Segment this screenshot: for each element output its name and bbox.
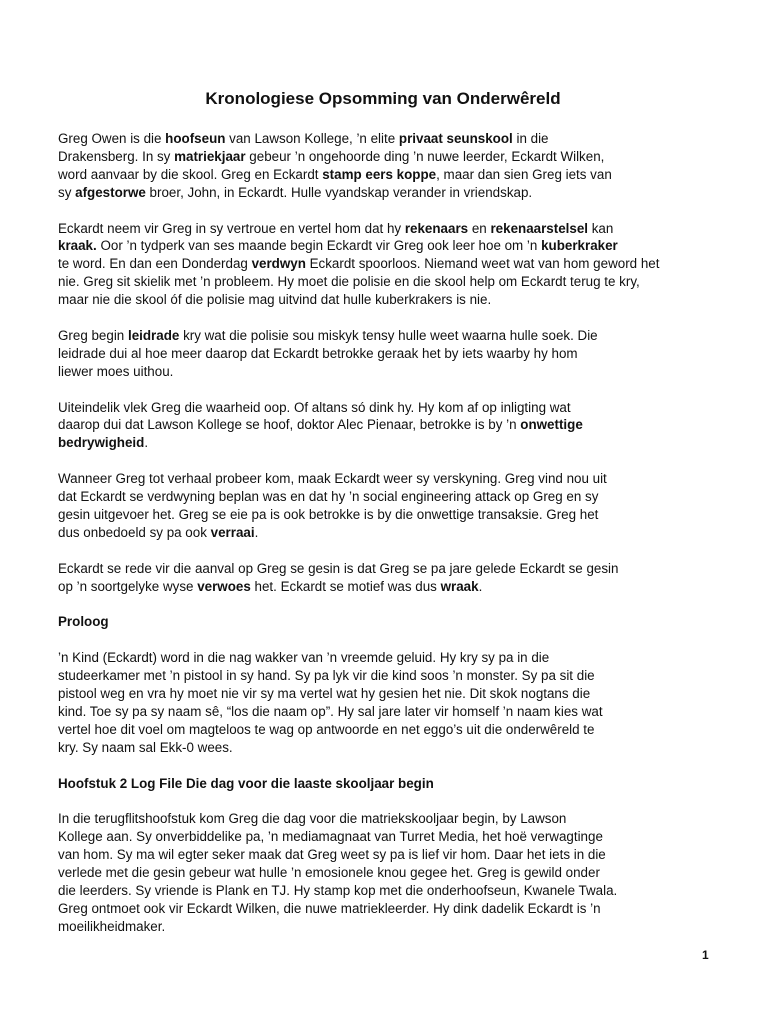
text-run: ’n Kind (Eckardt) word in die nag wakker van ’n vreemde geluid. Hy kry sy pa in die bbox=[58, 650, 550, 666]
text-run: maar nie die skool óf die polisie mag uitvind dat hulle kuberkrakers is nie. bbox=[58, 292, 492, 308]
document-title: Kronologiese Opsomming van Onderwêreld bbox=[205, 89, 561, 108]
text-run: pistool weg en vra hy moet nie vir sy ma vertel wat hy gesien het nie. Dit skok nogtans die bbox=[58, 685, 591, 701]
section-heading-chapter-2: Hoofstuk 2 Log File Die dag voor die laaste skooljaar begin bbox=[58, 775, 434, 791]
text-run: broer, John, in Eckardt. Hulle vyandskap verander in vriendskap. bbox=[145, 184, 533, 200]
text-run: die leerders. Sy vriende is Plank en TJ. Hy stamp kop met die onderhoofseun, Kwanele Twala. bbox=[58, 882, 618, 898]
text-run: . bbox=[478, 578, 483, 594]
text-run: Kollege aan. Sy onverbiddelike pa, ’n mediamagnaat van Turret Media, het hoë verwagtinge bbox=[58, 829, 603, 845]
text-run: sy bbox=[58, 184, 76, 200]
text-run: gebeur ’n ongehoorde ding ’n nuwe leerder, Eckardt Wilken, bbox=[245, 148, 605, 164]
text-run: kry wat die polisie sou miskyk tensy hulle weet waarna hulle soek. Die bbox=[179, 327, 598, 343]
section-heading-prologue: Proloog bbox=[58, 614, 109, 630]
document-page bbox=[58, 88, 708, 954]
bold-term: leidrade bbox=[127, 327, 180, 343]
bold-term: hoofseun bbox=[165, 131, 226, 146]
text-run: van hom. Sy ma wil egter seker maak dat Greg weet sy pa is lief vir hom. Daar het iets in die bbox=[58, 847, 606, 863]
bold-term: kraak. bbox=[58, 238, 97, 254]
text-run: studeerkamer met ’n pistool in sy hand. Sy pa lyk vir die kind soos ’n monster. Sy pa sit die bbox=[58, 668, 595, 684]
text-run: liewer moes uithou. bbox=[58, 363, 174, 379]
text-run: dat Eckardt se verdwyning beplan was en dat hy ’n social engineering attack op Greg en sy bbox=[58, 489, 599, 505]
text-run: daarop dui dat Lawson Kollege se hoof, doktor Alec Pienaar, betrokke is by ’n bbox=[58, 417, 521, 433]
page-number: 1 bbox=[702, 948, 709, 962]
text-run: dus onbedoeld sy pa ook bbox=[58, 524, 211, 540]
text-run: , maar dan sien Greg iets van bbox=[436, 166, 612, 182]
bold-term: privaat seunskool bbox=[398, 131, 513, 146]
text-run: Eckardt spoorloos. Niemand weet wat van hom geword het bbox=[305, 256, 660, 272]
text-run: verlede met die gesin gebeur wat hulle ’n emosionele knou gegee het. Greg is gewild onder bbox=[58, 865, 600, 881]
text-run: Drakensberg. In sy bbox=[58, 148, 175, 164]
paragraph-p6 bbox=[58, 560, 708, 596]
bold-term: rekenaars bbox=[404, 220, 469, 236]
text-run: . bbox=[144, 435, 149, 451]
summary-section bbox=[58, 130, 708, 595]
text-run: en bbox=[468, 220, 491, 236]
text-run: kind. Toe sy pa sy naam sê, “los die naam op”. Hy sal jare later vir homself ’n naam kies wat bbox=[58, 703, 603, 719]
bold-term: onwettige bbox=[520, 417, 583, 433]
chapter-2-section bbox=[58, 810, 708, 935]
text-run: Eckardt neem vir Greg in sy vertroue en vertel hom dat hy bbox=[58, 220, 405, 236]
text-run: Uiteindelik vlek Greg die waarheid oop. Of altans só dink hy. Hy kom af op inligting wat bbox=[58, 399, 571, 415]
text-run: Greg begin bbox=[58, 327, 128, 343]
paragraph-p3 bbox=[58, 327, 708, 381]
prologue-section bbox=[58, 649, 708, 756]
text-run: op ’n soortgelyke wyse bbox=[58, 578, 198, 594]
text-run: leidrade dui al hoe meer daarop dat Eckardt betrokke geraak het by iets waarby hy hom bbox=[58, 345, 578, 361]
text-run: moeilikheidmaker. bbox=[58, 918, 166, 934]
text-run: kan bbox=[588, 220, 614, 236]
text-run: Oor ’n tydperk van ses maande begin Eckardt vir Greg ook leer hoe om ’n bbox=[96, 238, 542, 254]
bold-term: afgestorwe bbox=[75, 184, 146, 200]
text-run: van Lawson Kollege, ’n elite bbox=[225, 131, 399, 146]
text-run: Eckardt se rede vir die aanval op Greg se gesin is dat Greg se pa jare gelede Eckardt se gesin bbox=[58, 560, 619, 576]
paragraph-p7 bbox=[58, 649, 708, 756]
bold-term: stamp eers koppe bbox=[322, 166, 437, 182]
text-run: . bbox=[254, 524, 259, 540]
text-run: nie. Greg sit skielik met ’n probleem. Hy moet die polisie en die skool help om Eckardt terug te kry, bbox=[58, 274, 640, 290]
paragraph-p2 bbox=[58, 220, 708, 310]
paragraph-p8 bbox=[58, 810, 708, 935]
bold-term: verdwyn bbox=[251, 256, 306, 272]
bold-term: verraai bbox=[210, 524, 255, 540]
paragraph-p4 bbox=[58, 399, 708, 453]
text-run: In die terugflitshoofstuk kom Greg die dag voor die matriekskooljaar begin, by Lawson bbox=[58, 811, 567, 827]
bold-term: rekenaarstelsel bbox=[490, 220, 588, 236]
bold-term: kuberkraker bbox=[541, 238, 618, 254]
text-run: word aanvaar by die skool. Greg en Eckardt bbox=[58, 166, 323, 182]
text-run: vertel hoe dit voel om magteloos te wag op antwoorde en net eggo’s uit die onderwêreld te bbox=[58, 721, 595, 737]
bold-term: bedrywigheid bbox=[58, 435, 145, 451]
bold-term: verwoes bbox=[197, 578, 251, 594]
text-run: gesin uitgevoer het. Greg se eie pa is ook betrokke is by die onwettige transaksie. Greg het bbox=[58, 506, 599, 522]
text-run: kry. Sy naam sal Ekk-0 wees. bbox=[58, 739, 233, 755]
text-run: Greg Owen is die bbox=[58, 131, 166, 146]
text-run: Greg ontmoet ook vir Eckardt Wilken, die nuwe matriekleerder. Hy dink dadelik Eckardt is ’n bbox=[58, 900, 601, 916]
bold-term: matriekjaar bbox=[174, 148, 246, 164]
text-run: Wanneer Greg tot verhaal probeer kom, maak Eckardt weer sy verskyning. Greg vind nou uit bbox=[58, 471, 607, 487]
text-run: te word. En dan een Donderdag bbox=[58, 256, 252, 272]
paragraph-p5 bbox=[58, 470, 708, 542]
bold-term: wraak bbox=[440, 578, 479, 594]
text-run: in die bbox=[512, 131, 549, 146]
paragraph-p1 bbox=[58, 130, 708, 202]
text-run: het. Eckardt se motief was dus bbox=[250, 578, 441, 594]
